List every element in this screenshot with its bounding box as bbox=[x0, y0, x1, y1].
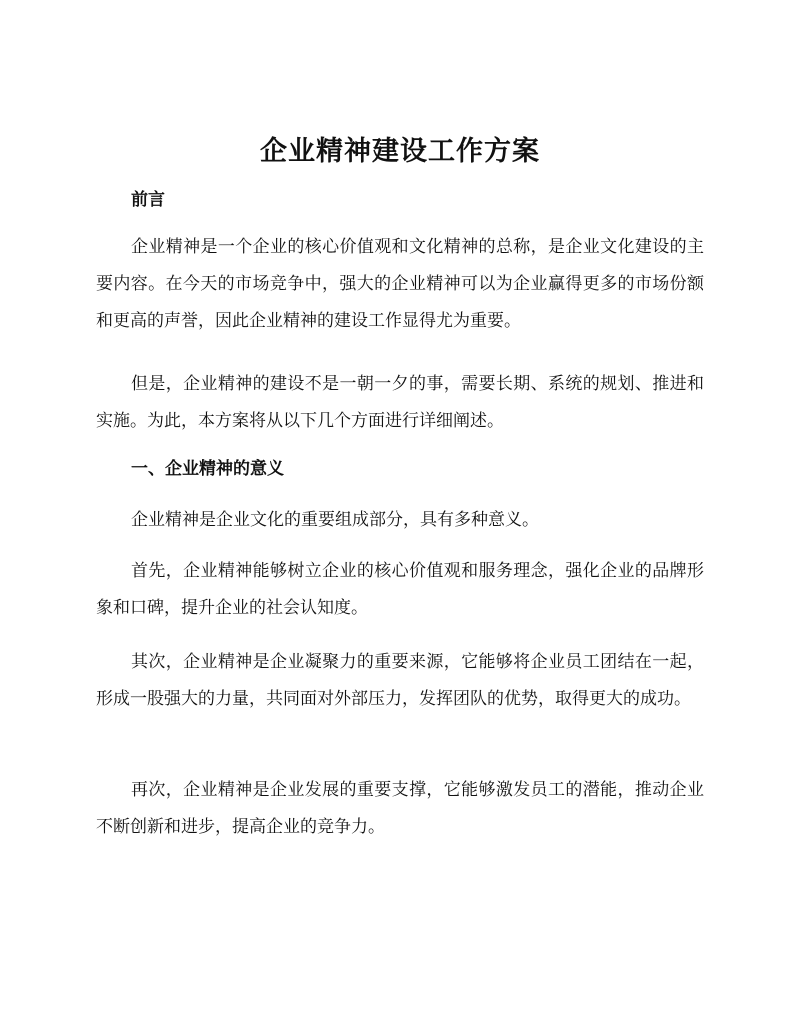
section-heading-preface: 前言 bbox=[131, 190, 165, 210]
section-heading-significance: 一、企业精神的意义 bbox=[131, 459, 284, 479]
paragraph: 但是，企业精神的建设不是一朝一夕的事，需要长期、系统的规划、推进和实施。为此，本方案将从以下几个方面进行详细阐述。 bbox=[96, 374, 704, 431]
document-title: 企业精神建设工作方案 bbox=[260, 136, 540, 167]
paragraph: 企业精神是一个企业的核心价值观和文化精神的总称，是企业文化建设的主要内容。在今天的市场竞争中，强大的企业精神可以为企业赢得更多的市场份额和更高的声誉，因此企业精神的建设工作显得尤为重要。 bbox=[96, 237, 704, 331]
paragraph: 再次，企业精神是企业发展的重要支撑，它能够激发员工的潜能，推动企业不断创新和进步，提高企业的竞争力。 bbox=[96, 780, 704, 837]
paragraph: 其次，企业精神是企业凝聚力的重要来源，它能够将企业员工团结在一起，形成一股强大的力量，共同面对外部压力，发挥团队的优势，取得更大的成功。 bbox=[96, 652, 704, 709]
paragraph: 首先，企业精神能够树立企业的核心价值观和服务理念，强化企业的品牌形象和口碑，提升企业的社会认知度。 bbox=[96, 561, 704, 618]
paragraph: 企业精神是企业文化的重要组成部分，具有多种意义。 bbox=[131, 510, 539, 530]
